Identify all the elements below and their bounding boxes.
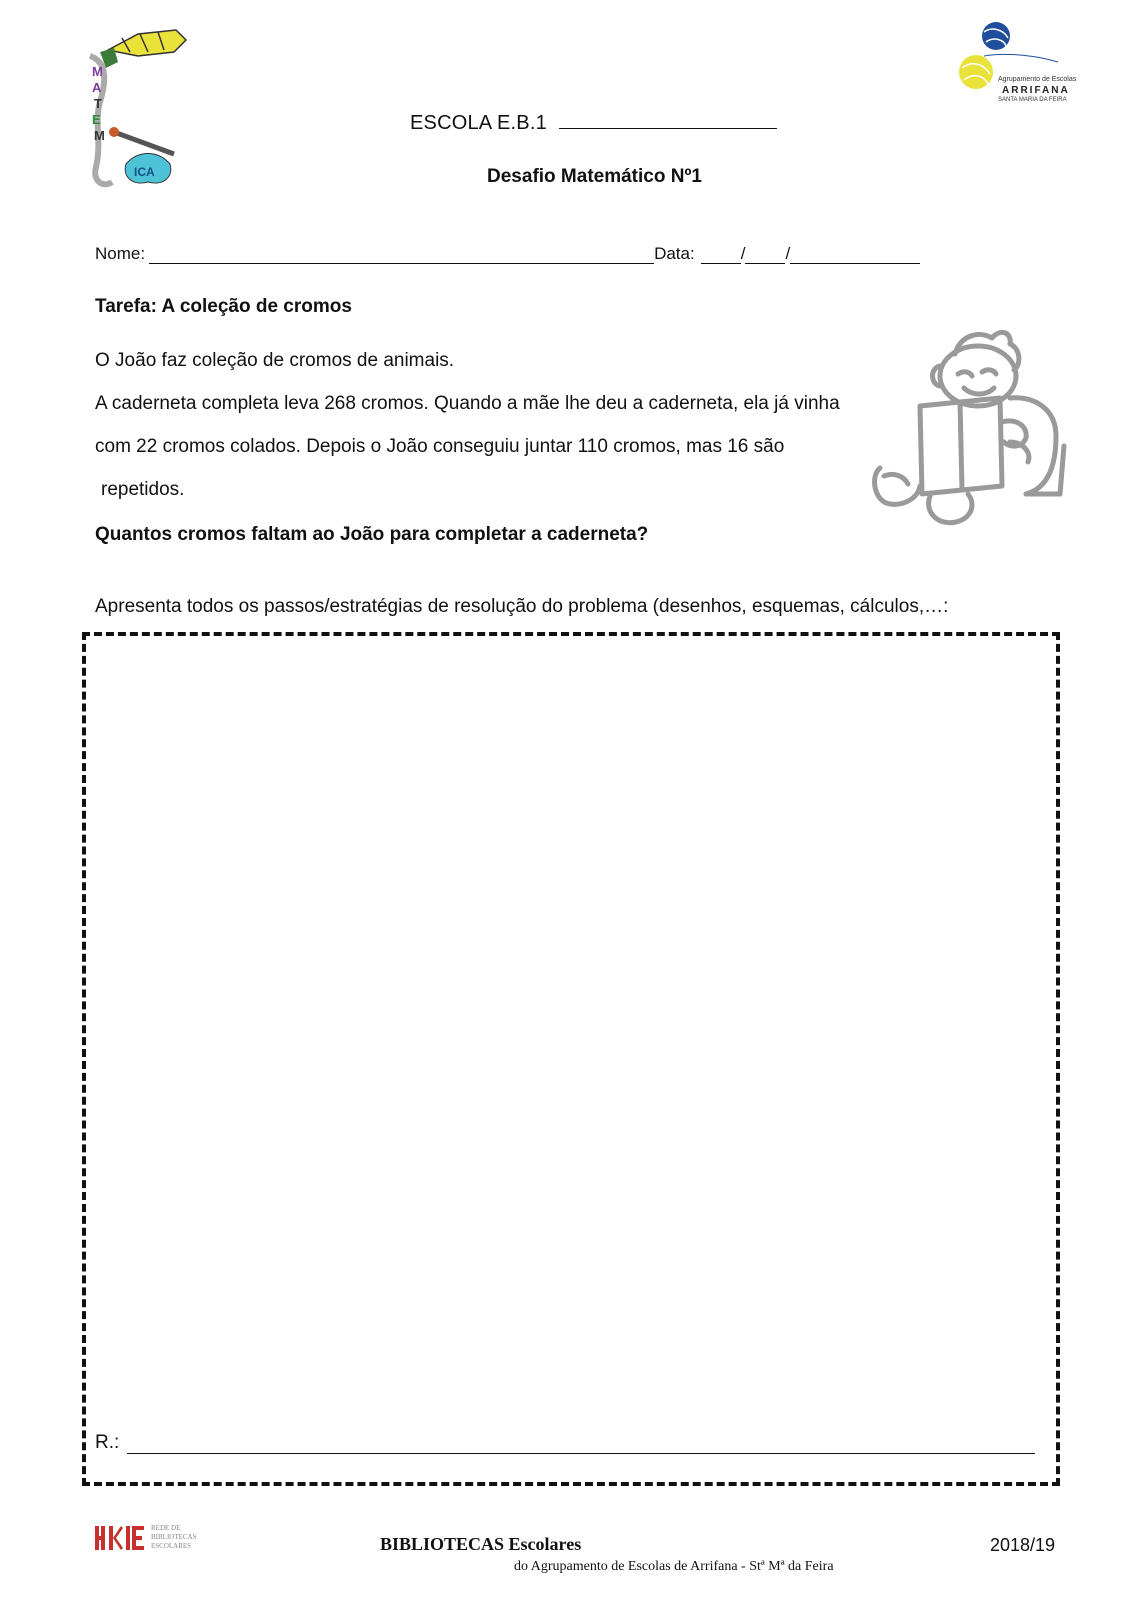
rbe-mark-icon: [95, 1524, 151, 1554]
answer-row: [95, 1432, 1035, 1454]
date-month-blank[interactable]: [745, 247, 785, 264]
work-area[interactable]: [82, 632, 1060, 1486]
task-line: repetidos.: [101, 479, 185, 500]
logo-letter: M: [94, 128, 105, 143]
instructions: Apresenta todos os passos/estratégias de resolução do problema (desenhos, esquemas, cálculos,…:: [95, 596, 949, 617]
school-line: [410, 110, 777, 135]
date-label: Data:: [654, 244, 695, 263]
name-label: Nome:: [95, 244, 146, 263]
task-title: Tarefa: A coleção de cromos: [95, 296, 352, 317]
logo-letter: E: [92, 112, 101, 127]
task-question: Quantos cromos faltam ao João para completar a caderneta?: [95, 524, 649, 545]
answer-label: R.:: [95, 1432, 120, 1453]
logo-line2: ARRIFANA: [1002, 85, 1070, 96]
answer-blank[interactable]: [127, 1435, 1035, 1454]
arrifana-logo: [948, 12, 1078, 104]
logo-letter: T: [94, 96, 102, 111]
footer-subtitle: do Agrupamento de Escolas de Arrifana - Stª Mª da Feira: [514, 1559, 834, 1574]
name-date-row: [95, 244, 920, 264]
name-blank[interactable]: [149, 247, 654, 264]
date-day-blank[interactable]: [701, 247, 741, 264]
rbe-logo: [95, 1522, 207, 1556]
rbe-line: REDE DE: [151, 1524, 181, 1532]
child-reading-illustration: [860, 326, 1085, 536]
footer-year: 2018/19: [990, 1535, 1056, 1555]
date-year-blank[interactable]: [790, 247, 920, 264]
rbe-line: ESCOLARES: [151, 1542, 192, 1550]
footer-title: BIBLIOTECAS Escolares: [380, 1534, 582, 1554]
logo-line3: SANTA MARIA DA FEIRA: [998, 97, 1067, 103]
task-line: com 22 cromos colados. Depois o João conseguiu juntar 110 cromos, mas 16 são: [95, 436, 785, 457]
school-name-blank[interactable]: [559, 110, 777, 129]
date-separator: /: [740, 244, 746, 263]
date-separator: /: [785, 244, 791, 263]
task-line: O João faz coleção de cromos de animais.: [95, 350, 455, 371]
rbe-line: BIBLIOTECAS: [151, 1533, 197, 1541]
svg-text:ICA: ICA: [134, 165, 155, 179]
task-line: A caderneta completa leva 268 cromos. Quando a mãe lhe deu a caderneta, ela já vinha: [95, 393, 840, 414]
challenge-title: Desafio Matemático Nº1: [487, 166, 702, 187]
logo-letter: A: [92, 80, 102, 95]
logo-letter: M: [92, 64, 103, 79]
school-label: ESCOLA E.B.1: [410, 112, 547, 134]
logo-line1: Agrupamento de Escolas: [998, 76, 1077, 83]
